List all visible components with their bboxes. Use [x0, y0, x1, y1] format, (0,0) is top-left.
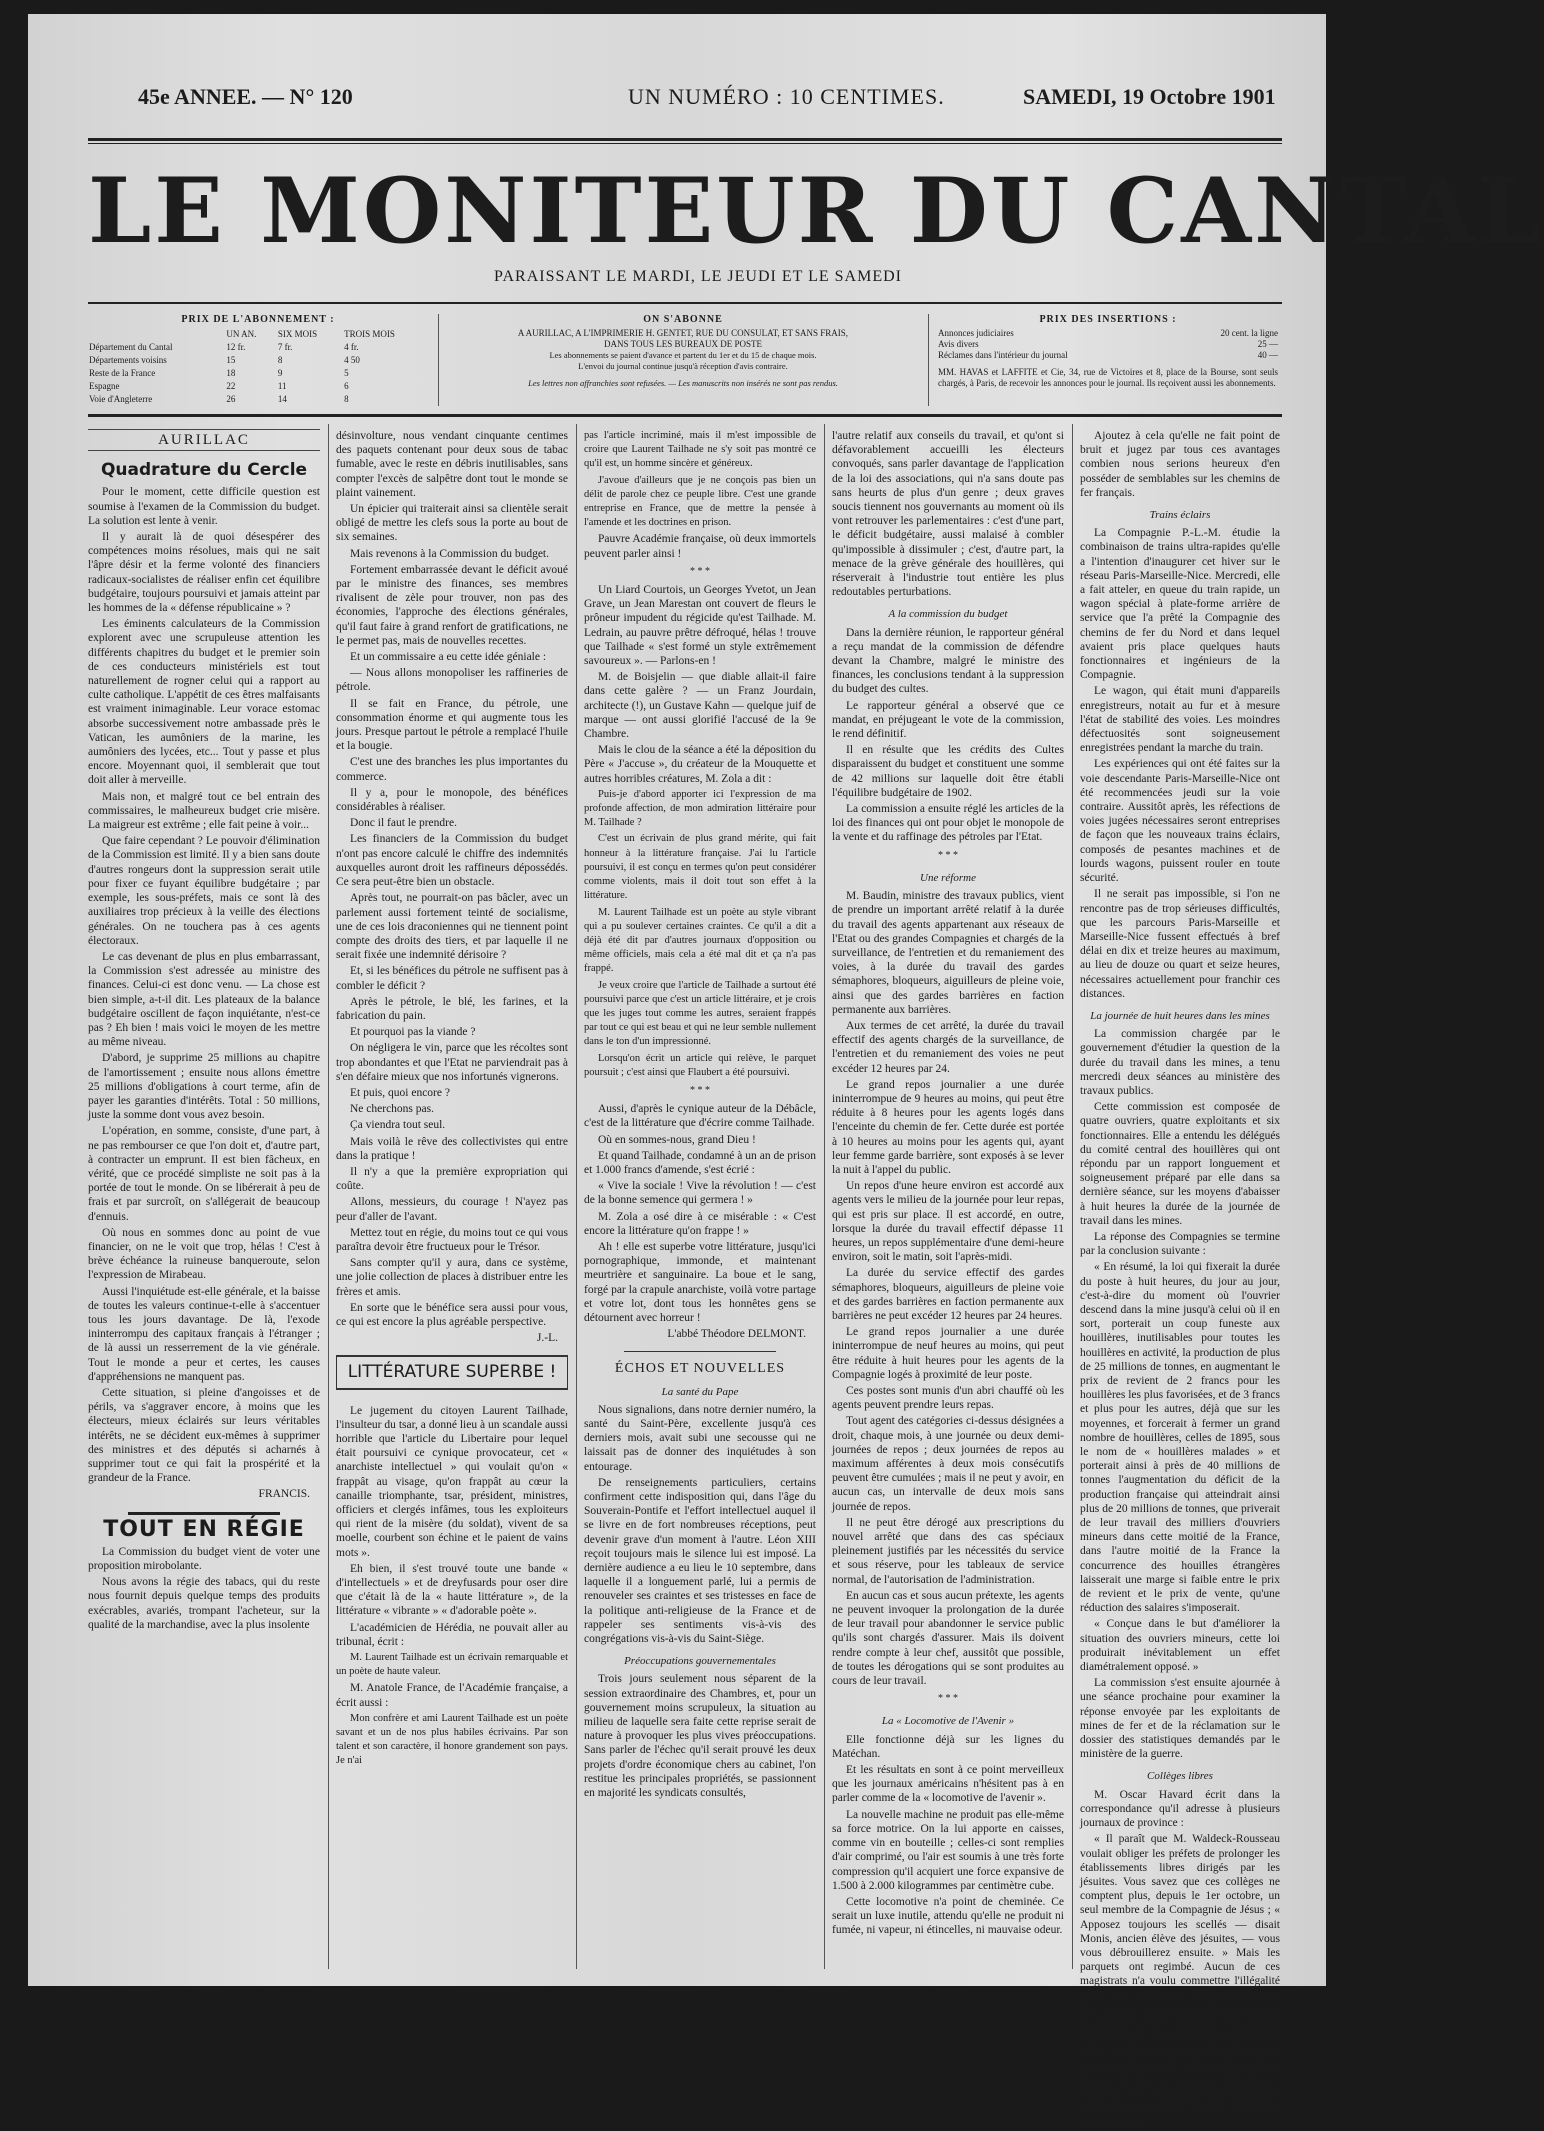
insertion-label: Réclames dans l'intérieur du journal	[938, 350, 1068, 360]
paragraph: On négligera le vin, parce que les récoltes sont trop abondantes et que l'Etat ne parviendrait pas à s'en défaire mieux que nos infortunés vignerons.	[336, 1042, 568, 1083]
subscription-cell: 4 fr.	[344, 342, 359, 352]
paragraph: Le jugement du citoyen Laurent Tailhade, l'insulteur du tsar, a donné lieu à un scandale aussi horrible que l'article du Libertaire pour lequel était poursuivi ce cynique provocateur, cet « anarchiste intellectuel » qui voulait qu'on « frappât au visage, qu'on frappât au cœur la canaille triomphante, tsar, président, ministres, officiers et clergés infâmes, tous les exploiteurs qui rient de la misère (du soldat), vivent de sa moelle, courbent son échine et le paient de vains mots ».	[336, 1404, 568, 1559]
subscription-cell: Reste de la France	[89, 368, 156, 378]
subscription-row	[88, 380, 428, 393]
paragraph: Mais revenons à la Commission du budget.	[350, 547, 549, 560]
column-5	[1080, 429, 1280, 2130]
paragraph: Ces postes sont munis d'un abri chauffé où les agents peuvent prendre leurs repas.	[832, 1385, 1064, 1412]
subscription-cell: Espagne	[89, 381, 120, 391]
subscribe-info	[448, 314, 918, 409]
quote: Lorsqu'on écrit un article qui relève, le parquet poursuit ; c'est ainsi que Flaubert a été poursuivi.	[584, 1052, 816, 1078]
paragraph: La nouvelle machine ne produit pas elle-même sa force motrice. On la lui apporte en caisses, comme vin en bouteille ; celles-ci sont remplies d'air comprimé, ou l'air est soumis à une très forte compression qu'il acquiert une force expansive de 1.500 à 2.000 kilogrammes par centimètre cube.	[832, 1808, 1064, 1892]
paragraph: Que faire cependant ? Le pouvoir d'élimination de la Commission est limité. Il y a bien sans doute d'autres rongeurs dont la suppression serait utile pour fixer ce fuyant équilibre budgétaire ; par exemple, les sous-préfets, mais ce sont là des auxiliaires trop précieux à la veille des élections générales. On ne touchera pas à ces agents électoraux.	[88, 835, 320, 947]
paragraph: Aussi l'inquiétude est-elle générale, et la baisse de toutes les valeurs continue-t-elle à s'accentuer tous les jours davantage. De là, l'exode ininterrompu des capitaux français à l'étranger ; de là aussi un resserrement de la vie générale. Tout le monde a peur et certes, les causes d'appréhensions ne manquent pas.	[88, 1285, 320, 1383]
subheading: Une réforme	[920, 871, 976, 884]
subheading: La journée de huit heures dans les mines	[1090, 1009, 1270, 1022]
paragraph: Et puis, quoi encore ?	[350, 1086, 450, 1099]
subheading: Collèges libres	[1147, 1770, 1213, 1783]
subscription-cell: 26	[226, 394, 236, 404]
subscription-title: PRIX DE L'ABONNEMENT :	[181, 314, 335, 325]
article-title: Quadrature du Cercle	[100, 460, 308, 481]
article-divider	[624, 1351, 776, 1352]
column-divider	[1072, 424, 1073, 1969]
paragraph: Fortement embarrassée devant le déficit avoué par le ministre des finances, ses membres rivalisent de zèle pour trouver, non pas des économies, l'approche des élections générales, qu'il faut faire à grand renfort de gratifications, ne le permet pas, mais de nouvelles recettes.	[336, 563, 568, 647]
paragraph: — Nous allons monopoliser les raffineries de pétrole.	[336, 667, 568, 694]
insertion-row	[938, 328, 1278, 339]
subheading: La « Locomotive de l'Avenir »	[881, 1715, 1015, 1728]
subscription-cell: 14	[277, 394, 287, 404]
subscription-row	[88, 393, 428, 406]
subheading: La santé du Pape	[661, 1385, 739, 1398]
paragraph: Mais le clou de la séance a été la déposition du Père « J'accuse », du créateur de la Mouquette et autres horribles créatures, M. Zola a dit :	[584, 744, 816, 785]
signature: FRANCIS.	[258, 1488, 310, 1501]
masthead-title: LE MONITEUR DU CANTAL	[88, 158, 1544, 264]
column-divider	[824, 424, 825, 1969]
subscription-cell: Départements voisins	[89, 355, 167, 365]
paragraph: Cette commission est composée de quatre ouvriers, quatre exploitants et six fonctionnaires. Elle a entendu les délégués du comité central des houillères qui ont répondu par un rapport longuement et soigneusement préparé par elle dans sa dernière séance, sur les moyens d'abaisser à huit heures la durée de la journée de travail dans les mines.	[1080, 1101, 1280, 1227]
paragraph: Nous avons la régie des tabacs, qui du reste nous fournit depuis quelque temps des produits exécrables, avariés, trompant l'acheteur, sur la qualité de la marchandise, avec la plus insolente	[88, 1576, 320, 1631]
separator: * * *	[938, 849, 958, 861]
paragraph: Trois jours seulement nous séparent de la session extraordinaire des Chambres, et, pour un gouvernement moins scrupuleux, la situation au milieu de laquelle sera faite cette reprise serait de nature à provoquer les plus vives préoccupations. Sans parler de l'échec qu'il serait prouvé les deux projets d'ordre économique chers au cabinet, l'on restitue les principales propriétés, se passionnent en majorité les syndicats consultés,	[584, 1673, 816, 1800]
issue-number: 45e ANNEE. — N° 120	[138, 84, 353, 109]
paragraph: Pauvre Académie française, où deux immortels peuvent parler ainsi !	[584, 533, 816, 560]
subscription-prices	[88, 314, 428, 409]
quote: J'avoue d'ailleurs que je ne conçois pas bien un délit de parole chez ce peuple libre. C'est une grande entreprise en France, que de mettre la pensée à l'amende et les doctrines en prison.	[584, 474, 816, 529]
paragraph: Le rapporteur général a observé que ce mandat, en préjugeant le vote de la commission, le rend définitif.	[832, 699, 1064, 741]
subscription-cell: 22	[226, 381, 236, 391]
paragraph: Cette locomotive n'a point de cheminée. Ce serait un luxe inutile, attendu qu'elle ne produit ni fumée, ni vapeur, ni étincelles, ni mauvaise odeur.	[832, 1895, 1064, 1937]
paragraph: Pour le moment, cette difficile question est soumise à l'examen de la Commission du budget. La solution est lente à venir.	[88, 486, 320, 527]
paragraph: Tout agent des catégories ci-dessus désignées a droit, chaque mois, à une journée ou deux demi-journées de repos ; deux journées de repos au maximum afférentes à deux mois consécutifs peuvent être cumulées ; mais il ne peut y avoir, en aucun cas, un intervalle de deux mois sans journée de repos.	[832, 1415, 1064, 1513]
insertion-label: Avis divers	[938, 339, 979, 349]
quote: M. Laurent Tailhade est un poète au style vibrant qui a pu soulever certaines craintes. Ce qu'il a dit a déjà été dit par d'autres journaux d'opposition ou même officiels, mais cela a été mal dit et ça n'a pas frappé.	[584, 906, 816, 975]
separator: * * *	[690, 565, 710, 577]
paragraph: M. Oscar Havard écrit dans la correspondance qu'il adresse à plusieurs journaux de province :	[1080, 1788, 1280, 1830]
subscription-cell: 9	[277, 368, 283, 378]
article-title: TOUT EN RÉGIE	[103, 1516, 305, 1542]
paragraph: La durée du service effectif des gardes sémaphores, bloqueurs, aiguilleurs de pleine voie et des gardes barrières en faction permanente aux barrières ne peut excéder 12 heures par 24 heures.	[832, 1267, 1064, 1322]
separator: * * *	[938, 1693, 958, 1705]
paragraph: Un repos d'une heure environ est accordé aux agents vers le milieu de la journée pour leur repas, qui est pris sur place. Il est accordé, en outre, lorsque la durée du travail effectif dépasse 11 heures, un repos supplémentaire d'une demi-heure environ, soit le matin, soit l'après-midi.	[832, 1180, 1064, 1264]
subscription-row	[88, 341, 428, 354]
paragraph: Ah ! elle est superbe votre littérature, jusqu'ici pornographique, immonde, et maintenant meurtrière et sanguinaire. La boue et le sang, forgé par la crapule anarchiste, voilà votre partage et votre lot, dont tous les honnêtes gens se détournent avec horreur !	[584, 1240, 816, 1324]
paragraph: L'opération, en somme, consiste, d'une part, à ne pas rembourser ce que l'on doit et, d'autre part, à contracter un emprunt. Il est bien fâcheux, en vérité, que ce procédé simpliste ne soit pas à la portée de tout le monde. On se libérerait à peu de frais et par surcroît, on s'allégerait de beaucoup d'ennuis.	[88, 1125, 320, 1223]
paragraph: Le grand repos journalier a une durée ininterrompue de 9 heures au moins, qui peut être réduite à 8 heures pour les agents logés dans l'enceinte du chemin de fer. Cette durée est portée à 10 heures au moins pour les agents qui, ayant leur femme garde barrière, sont exposés à se lever la nuit à l'appel du public.	[832, 1078, 1064, 1176]
section-heading: ÉCHOS ET NOUVELLES	[614, 1361, 786, 1377]
issue-price: UN NUMÉRO : 10 CENTIMES.	[628, 84, 945, 109]
paragraph: Aussi, d'après le cynique auteur de la Débâcle, c'est de la littérature que d'écrire comme Tailhade.	[584, 1103, 816, 1130]
paragraph: L'académicien de Hérédia, ne pouvait aller au tribunal, écrit :	[336, 1621, 568, 1648]
subscribe-line: DANS TOUS LES BUREAUX DE POSTE	[604, 339, 762, 349]
subscription-col: UN AN.	[226, 329, 257, 339]
paragraph: « En résumé, la loi qui fixerait la durée du poste à huit heures, du jour au jour, c'est-à-dire du moment où l'ouvrier descend dans la mine jusqu'à celui où il en sort, porterait un coup funeste aux houillères, inutilisables pour toutes les houillères en activité, la production de plus de 25 millions de tonnes, en augmentant le prix de revient de 2 francs pour les houillères les plus favorisées, et de 3 francs et plus pour les autres, déjà que sur les moyennes, et forcerait à fermer un grand nombre de houillères, celles de 1895, sous le nom de « houillères malades » et porterait ainsi à près de 40 millions de tonnes l'augmentation du déficit de la production française qui atteindrait ainsi plus de 20 millions de tonnes, que priverait de leur travail des milliers d'ouvriers mineurs dans cette moitié de la France, dans l'autre moitié de la France la concurrence des houilles étrangères laisserait une marge si faible entre le prix de revient et le prix de vente, qu'une réduction des salaires s'imposerait.	[1080, 1261, 1280, 1615]
paragraph: Après tout, ne pourrait-on pas bâcler, avec un parlement aussi fortement teinté de socialisme, une de ces lois draconiennes qui ne tiennent point compte des droits des tiers, et par laquelle il ne serait fixée une indemnité dérisoire ?	[336, 892, 568, 962]
subscription-cell: Voie d'Angleterre	[89, 394, 153, 404]
paragraph: Nous signalions, dans notre dernier numéro, la santé du Saint-Père, excellente jusqu'à ces derniers mois, avait subi une secousse qui ne laissait pas de donner des inquiétudes à son entourage.	[584, 1403, 816, 1473]
paragraph: Aux termes de cet arrêté, la durée du travail effectif des agents chargés de la surveillance, de l'entretien et du remaniement des voies ne peut excéder 12 heures par 24.	[832, 1019, 1064, 1075]
subscription-cell: 6	[344, 381, 349, 391]
paragraph: La commission s'est ensuite ajournée à une séance prochaine pour examiner la réponse envoyée par les exploitants de mines de fer et de la réclamation sur le dossier des statistiques demandés par le ministère de la guerre.	[1080, 1677, 1280, 1761]
paragraph: Mettez tout en régie, du moins tout ce qui vous paraîtra devoir être fructueux pour le Trésor.	[336, 1226, 568, 1253]
subscription-cell: 7 fr.	[277, 342, 293, 352]
masthead-subtitle: PARAISSANT LE MARDI, LE JEUDI ET LE SAMEDI	[494, 268, 902, 285]
separator: * * *	[690, 1084, 710, 1096]
paragraph: D'abord, je supprime 25 millions au chapitre de l'amortissement ; ensuite nous allons émettre 25 millions d'obligations à court terme, afin de payer les garanties d'intérêts. Total : 50 millions, juste la somme dont vous avez besoin.	[88, 1052, 320, 1122]
subheading: Trains éclairs	[1149, 509, 1211, 522]
paragraph: Le cas devenant de plus en plus embarrassant, la Commission s'est adressée au ministre des finances. Celui-ci est donc venu. — La chose est bien simple, a-t-il dit. Les plateaux de la balance budgétaire oscillent de façon inquiétante, n'est-ce pas ? Eh bien ! mais voici le moyen de les mettre au même niveau.	[88, 950, 320, 1049]
paragraph: Un Liard Courtois, un Georges Yvetot, un Jean Grave, un Jean Marestan ont couvert de fleurs le prôneur impudent du régicide qu'est Tailhade. M. Ledrain, au pauvre prêtre défroqué, hélas ! trouve que Tailhade « s'est formé un style extrêmement savoureux ». — Parlons-en !	[584, 584, 816, 668]
signature: J.-L.	[536, 1332, 558, 1345]
column-4	[832, 429, 1064, 1969]
paragraph: Où en sommes-nous, grand Dieu !	[598, 1133, 756, 1146]
article-title: LITTÉRATURE SUPERBE !	[336, 1355, 568, 1389]
paragraph: Il en résulte que les crédits des Cultes disparaissent du budget et constituent une somme de 42 millions sur laquelle doit être établi l'équilibre budgétaire de 1902.	[832, 744, 1064, 799]
quote: Puis-je d'abord apporter ici l'expression de ma profonde affection, de mon admiration littéraire pour M. Tailhade ?	[584, 788, 816, 829]
header-rule-thin	[88, 143, 1282, 144]
subscription-cell: 15	[226, 355, 236, 365]
subheading: Préoccupations gouvernementales	[624, 1655, 776, 1668]
paragraph: Dans la dernière réunion, le rapporteur général a reçu mandat de la commission de défendre devant la Chambre, malgré le ministre des finances, les conclusions tendant à la suppression du budget des cultes.	[832, 626, 1064, 696]
paragraph: « Il paraît que M. Waldeck-Rousseau voulait obliger les préfets de prolonger les établissements libres dirigés par les jésuites. Vous savez que ces collèges ne comptent plus, depuis le 1er octobre, un seul membre de la Compagnie de Jésus ; « Apposez toujours les scellés — disait Monis, ancien élève des jésuites, — vous vous débrouillerez ensuite. » Mais les parquets ont regimbé. Aucun de ces magistrats n'a voulu commettre l'illégalité qu'on leur demandait. La vérité est que, depuis vingt ans, pas un collège libre n'est la propriété de la Compagnie. M. Caillaux le prix que personne. Au Mans, une société civile fut constituée il y a vingt-cinq ans pour l'exploitation du collège. M. Caillaux père se fit inscrire pour dix mille francs d'actions. M. Caillaux, aujourd'hui ministre du Seize-Mai mourut, son fils vendit les actions et en	[1080, 1833, 1280, 2130]
quote: Je veux croire que l'article de Tailhade a surtout été poursuivi parce que c'est un article littéraire, et je crois que les juges tout comme les autres, seraient frappés par tout ce qui est beau et qui ne leur semble nullement dans le ton d'un impressionné.	[584, 979, 816, 1048]
subscription-col: SIX MOIS	[277, 329, 318, 339]
quote: M. Laurent Tailhade est un écrivain remarquable et un poète de haute valeur.	[336, 1652, 568, 1678]
paragraph: Ajoutez à cela qu'elle ne fait point de bruit et jugez par tous ces avantages combien nous serions heureux d'en posséder de semblables sur les chemins de fer français.	[1080, 430, 1280, 499]
paragraph: « Vive la sociale ! Vive la révolution ! — c'est de la bonne semence qui germera ! »	[584, 1180, 816, 1207]
columns-top-rule	[88, 414, 1282, 417]
section-heading: AURILLAC	[88, 429, 320, 451]
paragraph: Sans compter qu'il y aura, dans ce système, une jolie collection de places à distribuer entre les frères et amis.	[336, 1257, 568, 1298]
column-divider	[328, 424, 329, 1969]
paragraph: En aucun cas et sous aucun prétexte, les agents ne peuvent invoquer la prolongation de la durée de leur travail pour abandonner le service public qu'ils sont chargés d'assurer. Mais ils doivent rendre compte à leur chef, aussitôt que possible, de toutes les dérogations qui se sont produites au cours de leur travail.	[832, 1589, 1064, 1688]
paragraph: l'autre relatif aux conseils du travail, et qu'ont si défavorablement accueilli les électeurs convoqués, sans parler davantage de l'application de la loi des associations, qui n'a sans doute pas sans heurts de plus d'un genre ; deux graves soucis tiennent nos gouvernants au moment où ils vont retrouver les parlementaires : c'est d'une part, le déficit budgétaire, aussi malaisé à combler qu'impossible à dissimuler ; c'est, d'autre part, la menace de la grève générale des houillères, qui réserverait à l'industrie tout entière les plus redoutables perturbations.	[832, 430, 1064, 599]
subscription-row	[88, 354, 428, 367]
paragraph: Après le pétrole, le blé, les farines, et la fabrication du pain.	[336, 995, 568, 1022]
subscribe-line: Les lettres non affranchies sont refusées. — Les manuscrits non insérés ne sont pas rendus.	[528, 378, 838, 388]
column-divider	[576, 424, 577, 1969]
subscription-cell: 18	[226, 368, 236, 378]
insertion-title: PRIX DES INSERTIONS :	[1039, 314, 1177, 325]
column-3	[584, 429, 816, 1969]
insertion-label: Annonces judiciaires	[938, 328, 1014, 338]
quote: C'est un écrivain de plus grand mérite, qui fait honneur à la littérature française. J'ai lu l'article poursuivi, il est conçu en termes qu'on peut considérer comme violents, mais il doit tout son effet à la littérature.	[584, 833, 816, 902]
paragraph: Et pourquoi pas la viande ?	[350, 1026, 476, 1039]
paragraph: Et quand Tailhade, condamné à un an de prison et 1.000 francs d'amende, s'est écrié :	[584, 1149, 816, 1176]
paragraph: La commission a ensuite réglé les articles de la loi des finances qui ont pour objet le monopole de la vente et du raffinage des pétroles par l'Etat.	[832, 803, 1064, 844]
subscription-cell: 4 50	[344, 355, 360, 365]
masthead-rule	[88, 302, 1282, 304]
paragraph: Mais non, et malgré tout ce bel entrain des commissaires, le malheureux budget crie misère. La maigreur est extrême ; elle fait peine à voir...	[88, 790, 320, 832]
insertion-note: MM. HAVAS et LAFFITE et Cie, 34, rue de Victoires et 8, place de la Bourse, sont seuls chargés, à Paris, de recevoir les annonces pour le journal. Ils reçoivent aussi les abonnements.	[938, 367, 1278, 388]
paragraph: Mais voilà le rêve des collectivistes qui entre dans la pratique !	[336, 1135, 568, 1162]
paragraph: Il ne serait pas impossible, si l'on ne rencontre pas de trop sérieuses difficultés, que les parcours Paris-Marseille et Marseille-Nice fussent effectués à bref délai en dix et treize heures au maximum, au lieu de douze ou quart et seize heures, nécessaires actuellement pour franchir ces distances.	[1080, 888, 1280, 1000]
box-divider	[928, 314, 929, 406]
paragraph: Elle fonctionne déjà sur les lignes du Matéchan.	[832, 1733, 1064, 1760]
insertion-row	[938, 339, 1278, 350]
paragraph: M. de Boisjelin — que diable allait-il faire dans cette galère ? — un Franz Jourdain, architecte (!), un Gustave Kahn — quelque juif de marque — ont aussi glorifié l'accusé de la 9e Chambre.	[584, 671, 816, 741]
paragraph: Il y a, pour le monopole, des bénéfices considérables à réaliser.	[336, 786, 568, 814]
paragraph: Il n'y a que la première expropriation qui coûte.	[336, 1165, 568, 1193]
quote: pas l'article incriminé, mais il m'est impossible de croire que Laurent Tailhade ne s'y soit pas montré ce qu'il est, un homme sincère et généreux.	[584, 430, 816, 470]
paragraph: En sorte que le bénéfice sera aussi pour vous, ce qui est encore la plus agréable perspective.	[336, 1301, 568, 1328]
subscription-row	[88, 367, 428, 380]
paragraph: Où nous en sommes donc au point de vue financier, on ne le voit que trop, hélas ! C'est à brève échéance la ruineuse banqueroute, selon l'expression de Mirabeau.	[88, 1226, 320, 1282]
newspaper-page	[28, 14, 1544, 2130]
subscribe-line: A AURILLAC, A L'IMPRIMERIE H. GENTET, RUE DU CONSULAT, ET SANS FRAIS,	[517, 328, 849, 338]
paragraph: Eh bien, il s'est trouvé toute une bande « d'intellectuels » et de dreyfusards pour oser dire que c'était là de la « haute littérature », de la littérature « vibrante » « d'adorable poète ».	[336, 1562, 568, 1618]
signature: L'abbé Théodore DELMONT.	[667, 1328, 806, 1341]
paragraph: Il ne peut être dérogé aux prescriptions du nouvel arrêté que dans des cas spéciaux pleinement justifiés par les nécessités du service et sous réserve, pour les tableaux de service normal, de l'autorisation de l'administration.	[832, 1516, 1064, 1586]
header-line	[88, 84, 1276, 124]
paragraph: La Compagnie P.-L.-M. étudie la combinaison de trains ultra-rapides qu'elle a l'intention d'inaugurer cet hiver sur le réseau Paris-Marseille-Nice. Mercredi, elle a fait atteler, en queue du train rapide, un wagon spécial à plate-forme arrière de service que l'a prêté la Compagnie des chemins de fer du Nord et dans lequel avaient pris place quelques hauts fonctionnaires et ingénieurs de la Compagnie.	[1080, 527, 1280, 682]
paragraph: C'est une des branches les plus importantes du commerce.	[336, 756, 568, 783]
paragraph: Un épicier qui traiterait ainsi sa clientèle serait obligé de mettre les clefs sous la porte au bout de six semaines.	[336, 503, 568, 544]
paragraph: M. Zola a osé dire à ce misérable : « C'est encore la littérature qu'on frappe ! »	[584, 1210, 816, 1237]
paragraph: Et les résultats en sont à ce point merveilleux que les journaux américains n'hésitent pas à en parler comme de la « locomotive de l'avenir ».	[832, 1764, 1064, 1805]
paragraph: Il y aurait là de quoi désespérer des compétences moins résolues, mais qui ne sait l'âpre désir et la ferme volonté des financiers radicaux-socialistes de réaliser enfin cet équilibre budgétaire, toujours poursuivi et jamais atteint par les hommes de la « défense républicaine » ?	[88, 531, 320, 615]
insertion-value: 20 cent. la ligne	[1220, 328, 1278, 338]
paragraph: désinvolture, nous vendant cinquante centimes des paquets contenant pour deux sous de tabac fumable, avec le reste en débris inutilisables, sans compter l'excès de salpêtre dont tout le monde se plaint vainement.	[336, 430, 568, 499]
subscription-cell: 8	[277, 355, 283, 365]
paragraph: Et, si les bénéfices du pétrole ne suffisent pas à combler le déficit ?	[336, 965, 568, 992]
paragraph: Il se fait en France, du pétrole, une consommation énorme et qui augmente tous les jours. Presque partout le pétrole a remplacé l'huile et la bougie.	[336, 697, 568, 753]
paragraph: Ça viendra tout seul.	[350, 1119, 446, 1132]
subscribe-line: Les abonnements se paient d'avance et partent du 1er et du 15 de chaque mois.	[549, 350, 817, 360]
subscription-cell: Département du Cantal	[89, 342, 173, 352]
paragraph: Les expériences qui ont été faites sur la voie descendante Paris-Marseille-Nice ont été recommencées jeudi sur la voie contraire. Aussitôt après, les réfections de voies jugées nécessaires seront entreprises de façon que les nouveaux trains éclairs, composés de pesantes machines et de lourds wagons, puissent rouler en toute sécurité.	[1080, 758, 1280, 885]
paragraph: Le grand repos journalier a une durée ininterrompue de neuf heures au moins, qui peut être réduite à huit heures pour les agents de la Compagnie logés à proximité de leur poste.	[832, 1326, 1064, 1381]
column-1	[88, 429, 320, 1969]
paragraph: Donc il faut le prendre.	[350, 817, 457, 830]
subheading: A la commission du budget	[888, 608, 1008, 621]
header-rule	[88, 138, 1282, 141]
insertion-prices	[938, 314, 1278, 409]
subscription-cell: 8	[344, 394, 349, 404]
column-2	[336, 429, 568, 1969]
paragraph: La Commission du budget vient de voter une proposition mirobolante.	[88, 1545, 320, 1573]
paragraph: Les financiers de la Commission du budget n'ont pas encore calculé le chiffre des indemnités auxquelles auront droit les raffineurs dépossédés. Ce sera peut-être bien un obstacle.	[336, 833, 568, 889]
paragraph: M. Anatole France, de l'Académie française, a écrit aussi :	[336, 1682, 568, 1709]
subscription-cell: 11	[277, 381, 287, 391]
paragraph: Ne cherchons pas.	[350, 1103, 434, 1116]
paragraph: Cette situation, si pleine d'angoisses et de périls, va s'aggraver encore, à moins que les électeurs, mieux éclairés sur leurs véritables intérêts, ne se décident eux-mêmes à supprimer des ministres et des députés si acharnés à supprimer tout ce qui fait la prospérité et la grandeur de la France.	[88, 1387, 320, 1485]
paragraph: Les éminents calculateurs de la Commission explorent avec une scrupuleuse attention les différents chapitres du budget et le premier soin de ces conducteurs ministériels est tout naturellement de rogner celui qui a rapport au culte catholique. L'appétit de ces êtres malfaisants est vraiment inimaginable. Leur vorace estomac absorbe successivement notre ambassade près le Vatican, les aumôniers de la marine, les aumôniers des lycées, etc... Tout y passe et plus encore. Moyennant quoi, il semblerait que tout doit aller à merveille.	[88, 618, 320, 787]
subscription-col: TROIS MOIS	[344, 329, 395, 339]
insertion-value: 40 —	[1257, 350, 1278, 360]
subscription-table	[88, 328, 428, 406]
paragraph: « Conçue dans le but d'améliorer la situation des ouvriers mineurs, cette loi produirait inévitablement un effet diamétralement opposé. »	[1080, 1618, 1280, 1674]
paragraph: M. Baudin, ministre des travaux publics, vient de prendre un important arrêté relatif à la durée du travail des agents appartenant aux réseaux de l'Etat ou des grandes Compagnies et chargés de la surveillance, de l'entretien et du remaniement des voies, à la durée du travail des gardes sémaphores, bloqueurs, aiguilleurs de pleine voie, ainsi que des gardes barrières en faction permanente aux barrières.	[832, 890, 1064, 1016]
paragraph: Allons, messieurs, du courage ! N'ayez pas peur d'aller de l'avant.	[336, 1196, 568, 1223]
box-divider	[438, 314, 439, 406]
subscribe-line: L'envoi du journal continue jusqu'à réception d'avis contraire.	[578, 361, 788, 371]
article-divider	[128, 1512, 280, 1515]
insertion-row	[938, 350, 1278, 361]
paragraph: De renseignements particuliers, certains confirment cette indisposition qui, dans l'âge du Souverain-Pontife et l'effort intellectuel auquel il se livre en de fort nombreuses réceptions, peut devenir grave d'un moment à l'autre. Léon XIII reçoit toujours mais le silence lui est imposé. La dernière audience a eu lieu le 10 septembre, dans laquelle il a longuement parlé, lui a permis de renouveler ses craintes et ses tristesses en face de la politique anti-religieuse de la France et de rappeler ses sentiments vis-à-vis des congrégations vis-à-vis du Saint-Siège.	[584, 1476, 816, 1646]
subscribe-title: ON S'ABONNE	[643, 314, 723, 325]
insertion-value: 25 —	[1257, 339, 1278, 349]
subscription-cell: 5	[344, 368, 349, 378]
quote: Mon confrère et ami Laurent Tailhade est un poète savant et un de nos plus habiles écrivains. Par son talent et son caractère, il honore grandement son pays. Je n'ai	[336, 1712, 568, 1767]
paragraph: La réponse des Compagnies se termine par la conclusion suivante :	[1080, 1230, 1280, 1258]
subscription-cell: 12 fr.	[226, 342, 246, 352]
paragraph: Et un commissaire a eu cette idée géniale :	[350, 651, 547, 664]
paragraph: Le wagon, qui était muni d'appareils enregistreurs, notait au fur et à mesure l'état de stabilité des voies. Les moindres défectuosités sont soigneusement enregistrées pendant la marche du train.	[1080, 685, 1280, 755]
issue-date: SAMEDI, 19 Octobre 1901	[1023, 84, 1276, 109]
paragraph: La commission chargée par le gouvernement d'étudier la question de la durée du travail dans les mines, a tenu mercredi deux séances au ministère des travaux publics.	[1080, 1028, 1280, 1097]
